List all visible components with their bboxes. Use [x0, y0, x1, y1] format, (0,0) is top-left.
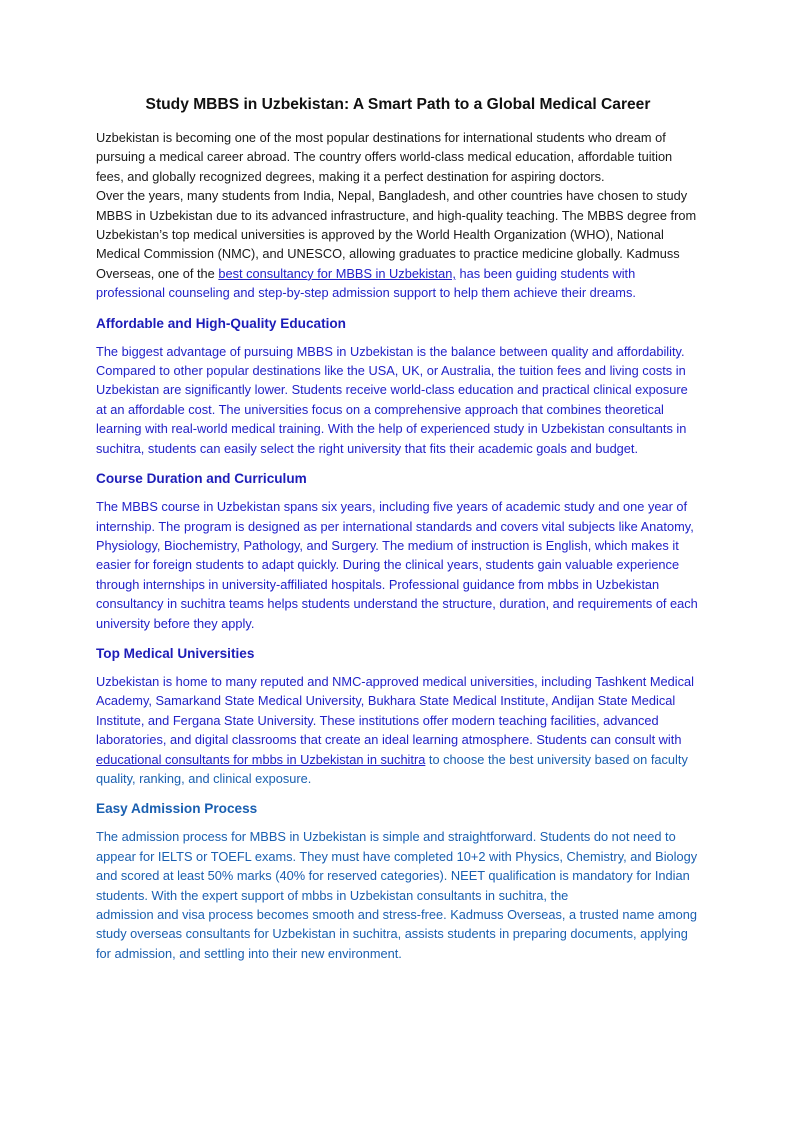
- intro-paragraph-1: Uzbekistan is becoming one of the most popular destinations for international students who dream of pursuing a medical career abroad. The country offers world-class medical education, affordable tuition fees, and globally recognized degrees, making it a perfect destination for aspiring doctors.: [96, 130, 673, 184]
- section-heading-admission: Easy Admission Process: [96, 801, 258, 817]
- section-body-admission-1: The admission process for MBBS in Uzbekistan is simple and straightforward. Students do not need to appear for IELTS or TOEFL exams. They must have completed 10+2 with Physics, Chemistry, and Biology and scored at least 50% marks (40% for reserved categories). NEET qualification is mandatory for Indian students. With the expert support of mbbs in Uzbekistan consultants in suchitra, the: [96, 829, 698, 903]
- educational-consultants-link[interactable]: educational consultants for mbbs in Uzbekistan in suchitra: [96, 751, 426, 767]
- intro-paragraph-2-tail: has been guiding students with professional counseling and step-by-step admission support to help them achieve their dreams.: [96, 265, 636, 301]
- section-heading-affordable: Affordable and High-Quality Education: [96, 315, 346, 331]
- intro-paragraph-2-text: Over the years, many students from India, Nepal, Bangladesh, and other countries have chosen to study MBBS in Uzbekistan due to its advanced infrastructure, and high-quality teaching. The MBBS degree from Uzbekistan’s top medical universities is approved by the World Health Organization (WHO), National Medical Commission (NMC), and UNESCO, allowing graduates to practice medicine globally. Kadmuss Overseas, one of the: [96, 188, 697, 281]
- section-body-universities-tail: to choose the best university based on faculty quality, ranking, and clinical exposure.: [96, 751, 688, 786]
- intro-paragraph-2: [96, 186, 700, 302]
- section-body-admission-2: admission and visa process becomes smooth and stress-free. Kadmuss Overseas, a trusted name among study overseas consultants for Uzbekistan in suchitra, assists students in preparing documents, applying for admission, and settling into their new environment.: [96, 907, 698, 961]
- page-title: Study MBBS in Uzbekistan: A Smart Path to a Global Medical Career: [145, 96, 651, 113]
- best-consultancy-link[interactable]: best consultancy for MBBS in Uzbekistan,: [218, 265, 456, 281]
- section-body-universities: [96, 672, 700, 788]
- section-heading-course: Course Duration and Curriculum: [96, 471, 307, 487]
- document-content: [96, 96, 700, 963]
- section-body-universities-text: Uzbekistan is home to many reputed and NMC-approved medical universities, including Tashkent Medical Academy, Samarkand State Medical University, Bukhara State Medical Institute, Andijan State Medical Institute, and Fergana State University. These institutions offer modern teaching facilities, advanced laboratories, and digital classrooms that create an ideal learning atmosphere. Students can consult with: [96, 673, 694, 748]
- section-heading-universities: Top Medical Universities: [96, 645, 255, 661]
- section-body-affordable: The biggest advantage of pursuing MBBS in Uzbekistan is the balance between quality and affordability. Compared to other popular destinations like the USA, UK, or Australia, the tuition fees and living costs in Uzbekistan are significantly lower. Students receive world-class education and practical clinical exposure at an affordable cost. The universities focus on a comprehensive approach that combines theoretical learning with real-world medical training. With the help of experienced study in Uzbekistan consultants in suchitra, students can easily select the right university that fits their academic goals and budget.: [96, 343, 688, 456]
- section-body-course: The MBBS course in Uzbekistan spans six years, including five years of academic study and one year of internship. The program is designed as per international standards and covers vital subjects like Anatomy, Physiology, Biochemistry, Pathology, and Surgery. The medium of instruction is English, which makes it easier for foreign students to adapt quickly. During the clinical years, students gain valuable experience through internships in university-affiliated hospitals. Professional guidance from mbbs in Uzbekistan consultancy in suchitra teams helps students understand the structure, duration, and requirements of each university before they apply.: [96, 499, 698, 631]
